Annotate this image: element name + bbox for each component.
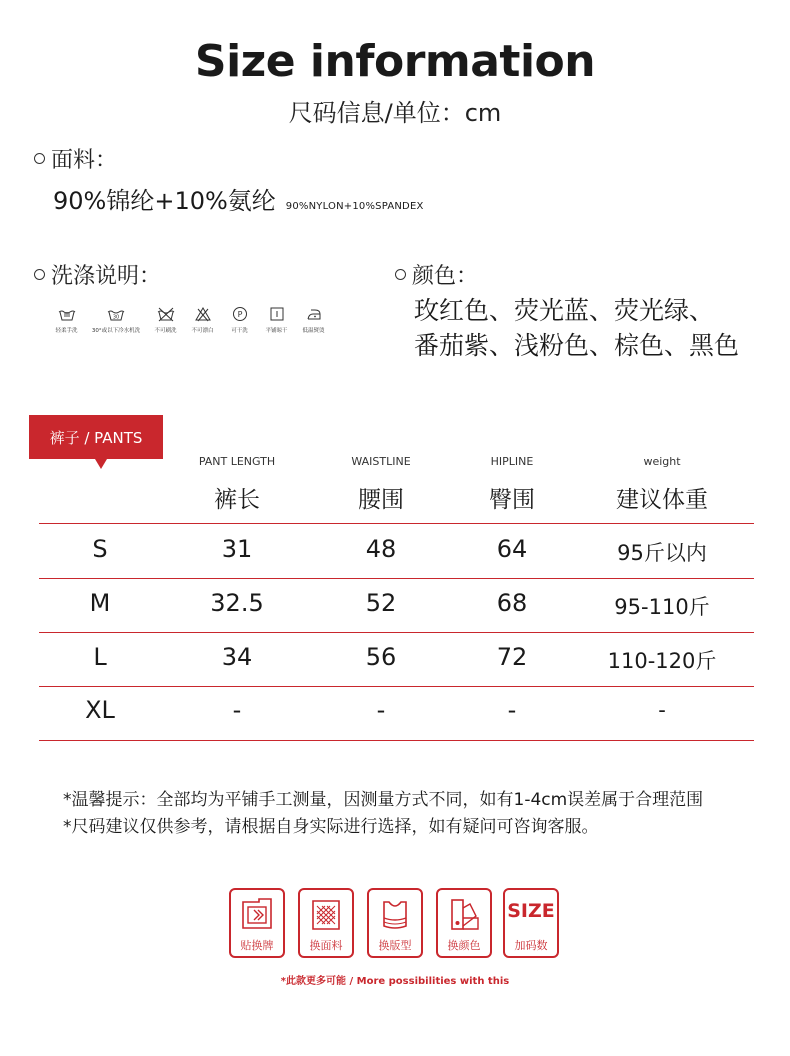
fabric-swap-icon: [306, 896, 346, 934]
note-size-advice: *尺码建议仅供参考，请根据自身实际进行选择，如有疑问可咨询客服。: [63, 817, 599, 837]
size-cell: M: [89, 589, 111, 617]
color-options: [414, 293, 784, 363]
care-label: 不可漂白: [191, 328, 214, 334]
col-header-en: HIPLINE: [490, 455, 534, 468]
bullet-icon: [34, 153, 45, 164]
table-divider: [39, 578, 754, 579]
care-label: 30°或以下冷水机洗: [91, 328, 141, 334]
page-subtitle: 尺码信息/单位：cm: [288, 99, 502, 127]
care-item: [295, 306, 332, 334]
hand-wash-icon: [58, 306, 76, 322]
low-iron-icon: [305, 306, 323, 322]
care-label: 低温熨烫: [302, 328, 325, 334]
care-label: 轻柔手洗: [55, 328, 78, 334]
color-swap-icon: [444, 896, 484, 934]
option-label-swap: [229, 888, 285, 958]
option-pattern-swap: [367, 888, 423, 958]
option-color-swap: [436, 888, 492, 958]
fabric-composition-en: 90%NYLON+10%SPANDEX: [285, 201, 424, 212]
waist-cell: 52: [365, 589, 397, 617]
tag-pointer-icon: [95, 459, 107, 469]
no-dry-clean-icon: [157, 306, 175, 322]
color-line-1: 玫红色、荧光蓝、荧光绿、: [414, 296, 715, 325]
dry-clean-p-icon: [231, 306, 249, 322]
pattern-swap-icon: [375, 896, 415, 934]
col-header-cn: 裤长: [214, 487, 260, 513]
table-divider: [39, 523, 754, 524]
care-item: [85, 306, 147, 334]
option-label: 换面料: [309, 939, 343, 952]
colors-heading: [395, 259, 478, 290]
svg-text:30: 30: [112, 314, 120, 321]
hip-cell: 68: [496, 589, 528, 617]
machine-wash-30-icon: [107, 306, 125, 322]
col-header-cn: 腰围: [358, 487, 404, 513]
length-cell: 32.5: [210, 589, 264, 617]
length-cell: 34: [221, 643, 253, 671]
col-header-en: PANT LENGTH: [198, 455, 276, 468]
weight-cell: 95斤以内: [617, 541, 707, 565]
bullet-icon: [34, 269, 45, 280]
fabric-heading-label: 面料：: [51, 148, 118, 173]
care-item: [184, 306, 221, 334]
waist-cell: 48: [365, 535, 397, 563]
svg-text:P: P: [237, 310, 242, 319]
fabric-heading: [34, 143, 117, 174]
color-line-2: 番茄紫、浅粉色、棕色、黑色: [414, 331, 740, 360]
table-divider: [39, 686, 754, 687]
weight-cell: -: [658, 698, 666, 722]
pants-tag: 裤子 / PANTS: [29, 415, 163, 459]
col-header-cn: 臀围: [489, 487, 535, 513]
option-label: 加码数: [514, 939, 548, 952]
option-label: 换版型: [378, 939, 412, 952]
care-symbols: [48, 306, 332, 334]
weight-cell: 95-110斤: [614, 595, 710, 619]
flat-dry-icon: [268, 306, 286, 322]
care-item: [48, 306, 85, 334]
care-heading-label: 洗涤说明：: [51, 264, 162, 289]
length-cell: -: [232, 696, 242, 724]
care-item: [258, 306, 295, 334]
col-header-en: WAISTLINE: [351, 455, 411, 468]
care-label: 平铺晾干: [265, 328, 288, 334]
care-label: 不可刷洗: [154, 328, 177, 334]
bullet-icon: [395, 269, 406, 280]
fabric-composition: 90%锦纶+10%氨纶: [53, 187, 276, 215]
hip-cell: 72: [496, 643, 528, 671]
col-header-cn: 建议体重: [616, 487, 708, 513]
no-bleach-icon: [194, 306, 212, 322]
table-divider: [39, 740, 754, 741]
weight-cell: 110-120斤: [607, 649, 717, 673]
size-cell: XL: [85, 696, 115, 724]
care-label: 可干洗: [231, 328, 248, 334]
table-divider: [39, 632, 754, 633]
hip-cell: -: [507, 696, 517, 724]
care-heading: [34, 259, 161, 290]
size-add-icon: SIZE: [507, 900, 555, 922]
page-title: Size information: [194, 36, 596, 87]
label-swap-icon: [237, 896, 277, 934]
options-footer: *此款更多可能 / More possibilities with this: [280, 976, 510, 987]
option-label: 换颜色: [447, 939, 481, 952]
hip-cell: 64: [496, 535, 528, 563]
colors-heading-label: 颜色：: [412, 264, 479, 289]
option-label: 贴换牌: [240, 939, 274, 952]
option-size-add: [503, 888, 559, 958]
waist-cell: 56: [365, 643, 397, 671]
option-fabric-swap: [298, 888, 354, 958]
care-item: [147, 306, 184, 334]
col-header-en: weight: [643, 455, 681, 468]
note-measurement: *温馨提示：全部均为平铺手工测量，因测量方式不同，如有1-4cm误差属于合理范围: [63, 790, 704, 810]
size-cell: L: [93, 643, 107, 671]
care-item: [221, 306, 258, 334]
length-cell: 31: [221, 535, 253, 563]
waist-cell: -: [376, 696, 386, 724]
fabric-value: [53, 181, 424, 216]
size-cell: S: [92, 535, 108, 563]
